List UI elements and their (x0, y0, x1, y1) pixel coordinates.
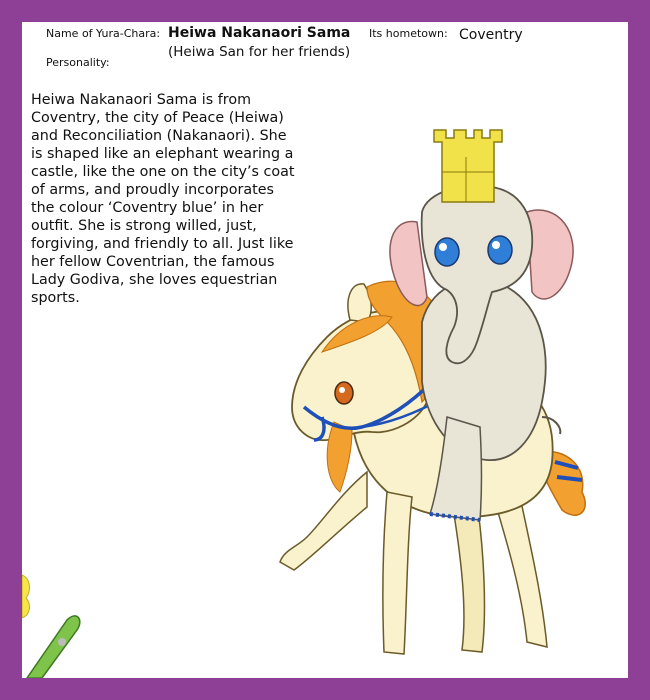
hometown-value: Coventry (459, 27, 523, 43)
elephant-eye-left (435, 238, 459, 266)
hometown-label: Its hometown: (369, 27, 448, 40)
skateboard-decoration (22, 570, 102, 678)
elephant-eye-right (488, 236, 512, 264)
elephant-ear-right (527, 210, 573, 299)
character-name: Heiwa Nakanaori Sama (168, 25, 351, 41)
character-nickname: (Heiwa San for her friends) (168, 44, 351, 60)
mascot-illustration (262, 92, 622, 678)
castle-crown (434, 130, 502, 202)
name-label: Name of Yura-Chara: (46, 27, 161, 40)
character-description: Heiwa Nakanaori Sama is from Coventry, the city of Peace (Heiwa) and Reconciliation (Nakanaori). She is shaped like an elephant wearing a castle, like the one on the city’s coat of arms, and proudly incorporates the colour ‘Coventry blue’ in her outfit. She is strong willed, just, forgiving, and friendly to all. Just like her fellow Coventrian, the famous Lady Godiva, she loves equestrian sports. (31, 92, 295, 306)
horse-front-leg (280, 472, 367, 570)
character-sheet (22, 22, 628, 678)
horse-eye (335, 382, 353, 404)
personality-label: Personality: (46, 56, 110, 69)
